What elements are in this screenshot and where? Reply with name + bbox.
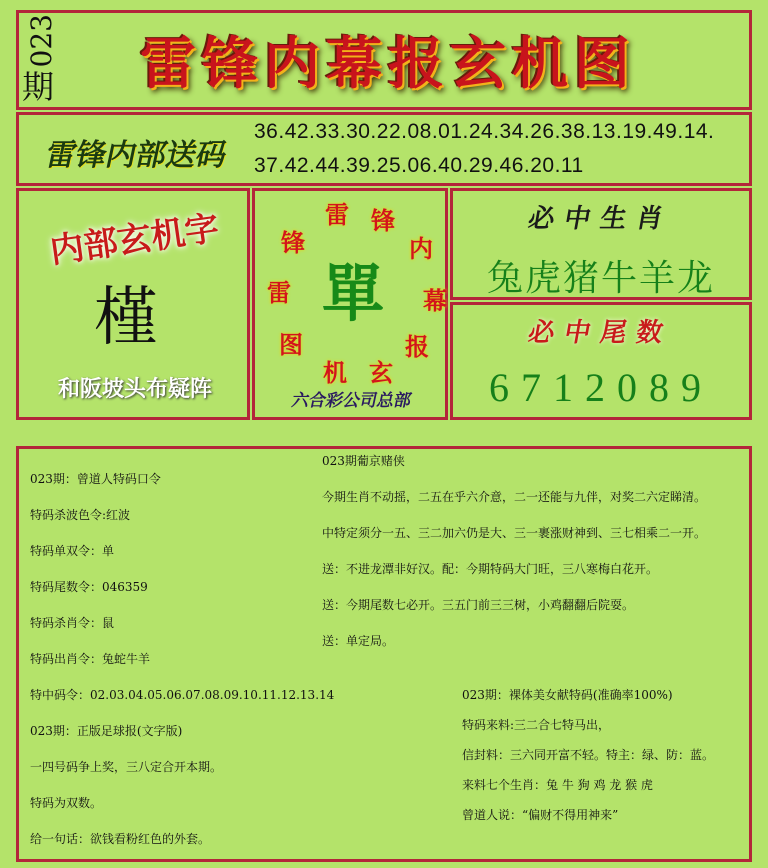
company-label: 六合彩公司总部: [289, 391, 414, 411]
text-line: 送：不进龙潭非好汉。配：今期特码大门旺，三八寒梅白花开。: [322, 562, 659, 576]
code-line-2: 37.42.44.39.25.06.40.29.46.20.11: [254, 154, 584, 177]
text-line: 023期：曾道人特码口令: [30, 472, 161, 486]
text-line: 特码杀肖令：鼠: [30, 616, 115, 630]
ring-char: 图: [279, 330, 303, 359]
text-line: 特中码令：02.03.04.05.06.07.08.09.10.11.12.13.14: [30, 688, 335, 702]
text-line: 信封料：三六同开富不轻。特主：绿、防：蓝。: [462, 748, 715, 762]
ring-char: 雷: [267, 278, 291, 307]
ring-char: 机: [323, 358, 347, 387]
text-line: 特码出肖令：兔蛇牛羊: [30, 652, 151, 666]
ring-char: 玄: [369, 358, 393, 387]
ring-char: 雷: [325, 200, 349, 229]
ring-char: 报: [405, 332, 429, 361]
tail-numbers: 6712089: [489, 365, 713, 410]
zodiac-list: 兔虎猪牛羊龙: [486, 258, 715, 299]
text-line: 今期生肖不动摇，二五在乎六介意，二一还能与九伴，对奖二六定睇清。: [322, 490, 707, 504]
ring-char: 锋: [281, 228, 305, 257]
text-line: 023期：正版足球报(文字版): [30, 724, 183, 738]
mystery-char: 槿: [94, 281, 158, 355]
tail-title: 必中尾数: [525, 318, 676, 348]
zodiac-title: 必中生肖: [525, 204, 676, 234]
text-line: 特码杀波色令:红波: [30, 508, 131, 522]
text-line: 曾道人说：“偏财不得用神来”: [462, 808, 619, 822]
text-line: 来料七个生肖：兔 牛 狗 鸡 龙 猴 虎: [462, 778, 653, 792]
text-line: 送：今期尾数七必开。三五门前三三树，小鸡翻翻后院耍。: [322, 598, 635, 612]
ring-char: 幕: [423, 286, 447, 315]
code-line-1: 36.42.33.30.22.08.01.24.34.26.38.13.19.49.14.: [254, 120, 715, 143]
text-line: 特码来料:三二合七特马出，: [462, 718, 611, 732]
issue-number: [22, 14, 74, 107]
text-line: 特码尾数令：046359: [30, 580, 148, 594]
text-line: 一四号码争上奖，三八定合开本期。: [30, 760, 223, 774]
center-char: 單: [321, 257, 384, 330]
text-line: 特码单双令：单: [30, 544, 115, 558]
page-title: 雷锋内幕报玄机图: [140, 31, 636, 97]
text-line: 023期：裸体美女献特码(准确率100%): [462, 688, 673, 702]
text-line: 送：单定局。: [322, 634, 395, 648]
text-line: 中特定须分一五、三二加六仍是大、三一裹涨财神到、三七相乘二一开。: [322, 526, 707, 540]
text-line: 给一句话：欲钱看粉红色的外套。: [30, 832, 211, 846]
ring-char: 锋: [371, 206, 395, 235]
ring-char: 内: [409, 234, 433, 263]
text-line: 023期葡京赌侠: [322, 454, 405, 468]
text-line: 特码为双数。: [30, 796, 103, 810]
left-caption: 和阪坡头布疑阵: [57, 376, 212, 402]
code-row-label: 雷锋内部送码: [42, 138, 230, 173]
circle-text: 内部玄机字: [47, 208, 222, 272]
issue-number-digits: 023: [25, 14, 58, 68]
issue-suffix: 期: [22, 68, 55, 107]
